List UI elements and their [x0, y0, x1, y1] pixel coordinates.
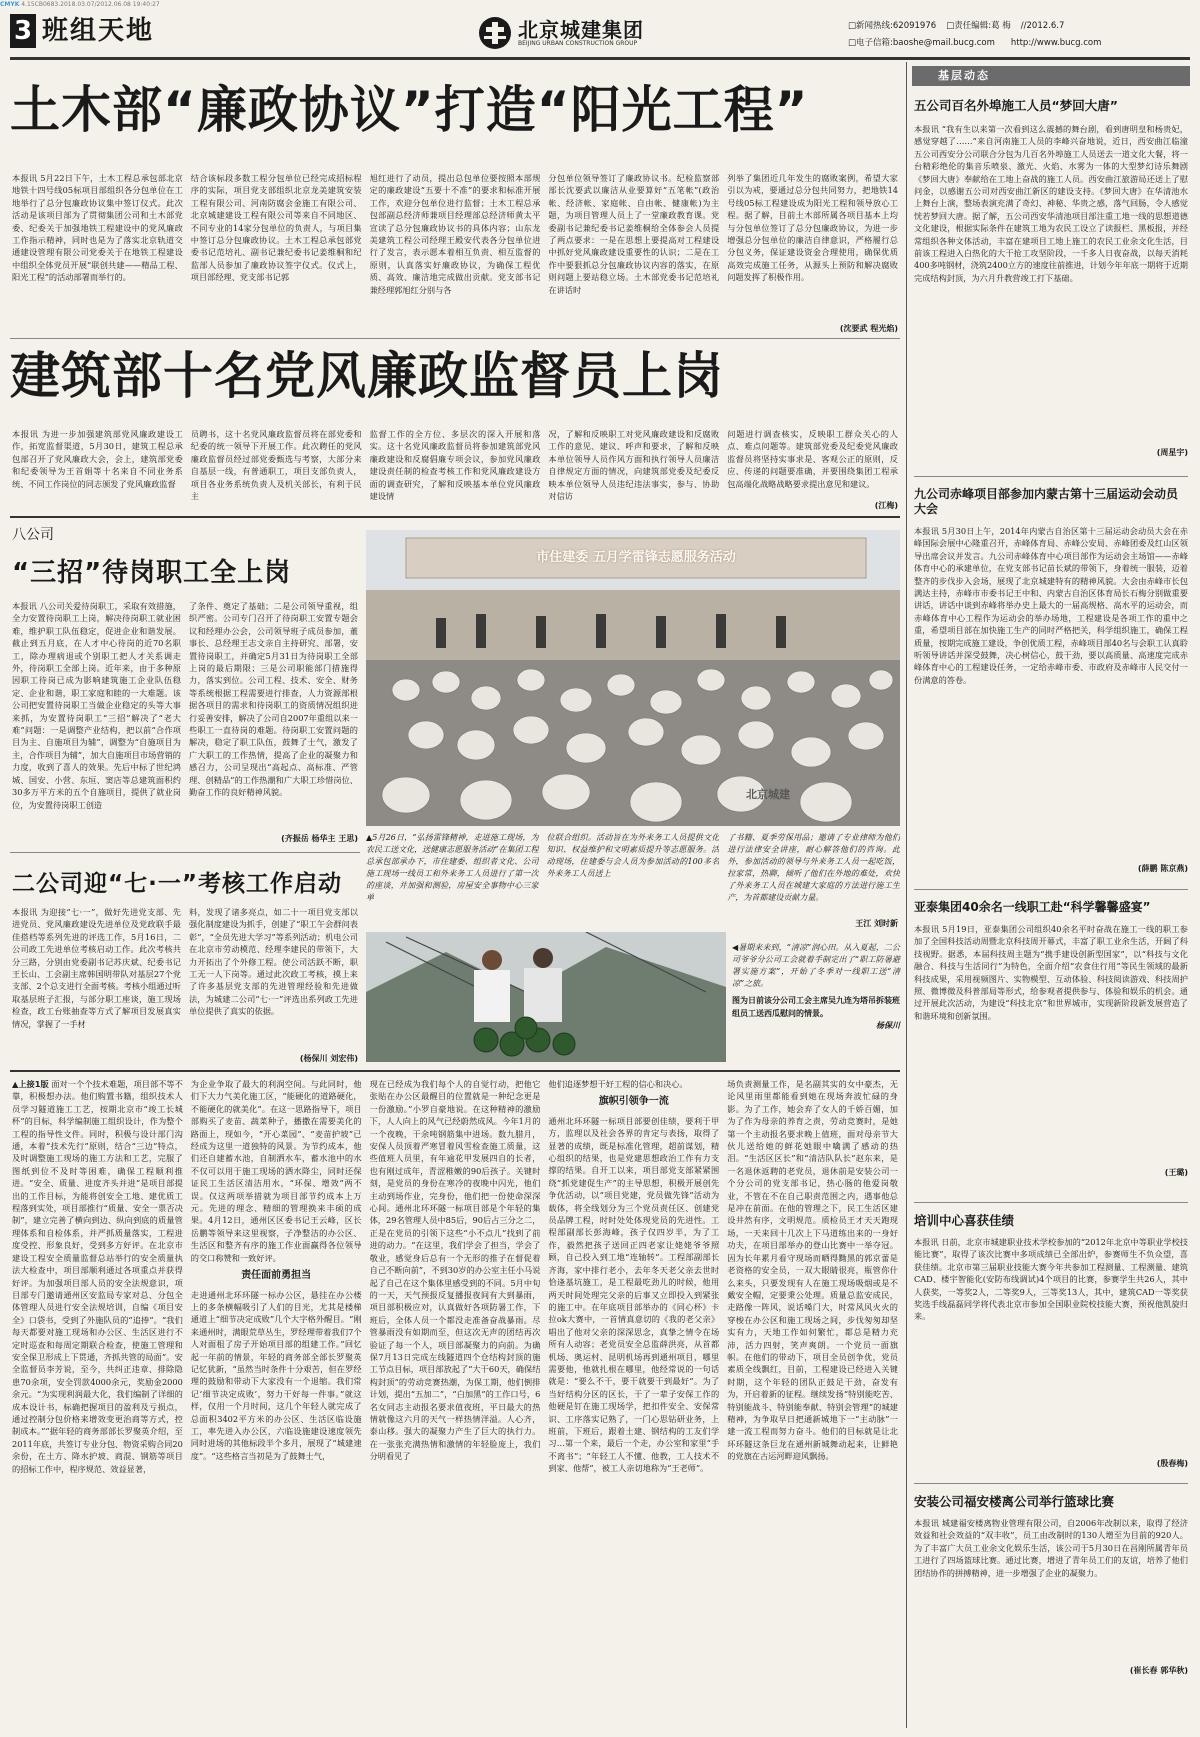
sidebar-item5-byline: (崔长春 郭华秋): [1129, 1666, 1188, 1675]
article2-col4: 况，了解和反映职工对党风廉政建设和反腐败工作的意见、建议、呼声和要求，了解和反映本单位领导人员作风方面和执行领导人员廉洁自律规定方面的情况，向建筑部党委及纪委反映本单位领导人员违纪违法事实，参与、协助对信访: [548, 429, 720, 502]
article1-col3: 旭红进行了动员，提出总包单位要按照本部规定的廉政建设“五要十不准”的要求和标准开展工作，欢迎分包单位进行监督；土木工程总承包部副总经济师兼项目经理部总经济师黄太平宣读了总分包廉政协议书的具体内容；山东龙美建筑工程公司经理王殿安代表各分包单位进行了发言，表示愿本着相互负责、相互监督的原则，认真落实好廉政协议，为确保工程优质、高效、廉洁地完成做出贡献。党支部书记兼经理郭旭红分别与各: [369, 173, 541, 295]
page-number-box: 3: [10, 14, 36, 48]
sidebar-item1-title: 五公司百名外埠施工人员“梦回大唐”: [914, 98, 1118, 113]
email-address[interactable]: □电子信箱:baoshe@mail.bucg.com: [848, 38, 995, 48]
sidebar-item5-title: 安装公司福安楼离公司举行篮球比赛: [914, 1494, 1115, 1509]
article1-col1: 本报讯 5月22日下午，土木工程总承包部北京地铁十四号线05标项目部组织各分包单位在工地举行了总分包廉政协议集中签订仪式。此次活动是该项目部为了贯彻集团公司和土木部党委、纪委关于加强地铁工程建设中的党风廉政工作指示精神，同时也是为了落实北京轨道交通建设管理有限公司党委关于在地铁工程建设中组织全体党员开展“联创共建——精品工程、阳光工程”的活动部署而举行的。: [12, 173, 183, 283]
article4-col1: 本报讯 为迎接“七·一”，做好先进党支部、先进党员、党风廉政建设先进单位及党政联手最佳搭档等系列先进的评选工作，5月16日，二公司政工先进单位考核启动工作。此次考核共分三路，分别由党委副书记苏庆斌、纪委书记王长山、工会副主席韩国明带队对基层27个党支部、2个总支进行全面考核。考核小组通过听取基层班子汇报，与部分职工座谈，施工现场检查，政工台账抽查等方式了解项目发展真实情况，掌握了一手材: [12, 907, 181, 1029]
bucg-logo-icon: [478, 16, 512, 50]
article5-col2-text: 为企业争取了最大的利润空间。与此同时，他们下大力气美化施工区，“能硬化的道路硬化，不能硬化的就美化”。在这一思路指导下，项目部购买了麦苗、蔬菜种子，播撒在需要美化的路面上，现如今，“开心菜园”、“麦苗护坡”已经成为这里一道独特的风景。为节约成本，他们还自建蓄水池，自制洒水车，蓄水池中的水不仅可以用于施工现场的洒水降尘，同时还保证民工生活区清洁用水，“环保、增效”两不误。仅这两项举措就为项目部节约成本上万元。先进的理念、精细的管理换来丰硕的成果。4月12日，通州区区委书记王云峰，区长岳鹏等领导来这里视察，子净整洁的办公区、生活区和整齐有序的施工作业面赢得各位领导的交口称赞和一致好评。: [190, 1079, 362, 1263]
article1-col5: 列举了集团近几年发生的腐败案例，希望大家引以为戒，要通过总分包共同努力，把地铁14号线05标工程建设成为阳光工程和领导放心工程。据了解，目前土木部所属各项目基本上均与分包单位签订了总分包廉政协议，为进一步增强总分包单位的廉洁自律意识，严格履行总分包义务，保证建设资金合理使用，确保优质高效完成施工任务，从源头上预防和解决腐败问题发挥了积极作用。: [727, 173, 898, 283]
print-slug: [0, 0, 560, 10]
article4-col2: 料，发现了诸多亮点，如二十一项目党支部以强化制度建设为抓手，创建了“职工午会群问表彰”，“全员先进大学习”等系列活动；机电公司在北京市劳动模范、经理李建民的带领下，大力开拓出了个外修工程。使公司活跃不断，职工无一人下岗等。通过此次政工考核，摸上来了许多基层党支部的先进管理经验和先进做法，为城建二公司“七·一”评选出系列政工先进单位提供了真实的依据。: [189, 907, 358, 1017]
volunteer-event-photo: [366, 530, 900, 826]
sidebar-item5-text: 本报讯 城建福安楼离物业管理有限公司，自2006年改制以来，取得了经济效益和社会效益的“双丰收”，员工由改制时的130人增至为目前的920人。为了丰富广大员工业余文化娱乐生活，该公司于5月30日在昌刚所属青年员工进行了四场篮球比赛。通过比赛，增进了青年员工们的友谊，培养了他们团结协作的拼搏精神，进一步增强了企业的凝聚力。: [914, 1518, 1188, 1578]
article3-col2: 了条件、奠定了基础；二是公司领导重视，组织严密。公司专门召开了待岗职工安置专题会议和经理办公会，公司领导班子成员参加，董事长、总经理王志文亲自主持研究、部署，安置待岗职工，并确定5月31日为待岗职工全部上岗的最后期限；三是公司职能部门措施得力，落实到位。公司工程、技术、安全、财务等系统根据工程需要进行排查，人力资源部根据各项目的需求和待岗职工的资质情况组织进行妥善安排，解决了公司自2007年重组以来一些职工一直待岗的难题。待岗职工安置问题的解决，稳定了职工队伍，鼓舞了士气，激发了广大职工的工作热情，提高了企业的凝聚力和感召力，公司呈现出“高起点、高标准、严管理、创精品”的工作热潮和广大职工珍惜岗位、勤奋工作的良好精神风貌。: [189, 601, 358, 798]
article1-headline: 土木部“廉政协议”打造“阳光工程”: [10, 81, 809, 139]
article5-col1-text: 面对一个个技术难题，项目部不等不靠，积极想办法。他们购置书籍，组织技术人员学习隧道施工工艺，按期北京市“竣工长城杯”的目标，科学编制施工组织设计，作为整个工程的指导性文件。同时，积极与设计部门沟通，本着“技术先行”原则，结合“三边”特点，及时调整施工现场的施工方法和工艺，完服了图纸到位不及时等困难，确保工程顺利推进。“安全、质量、进度齐头并进”是项目部提出的工作目标，为能将创安全工地、建优质工程落到实处，项目部推行“质量、安全一票否决制”，建立完善了横向到边、纵向到底的质量管理体系和自检体系，并严抓质量落实，工程进度受控、形象良好，受到多方好评。在北京市建设工程安全质量监督总站举行的安全质量执法大检查中，项目部顺利通过各项重点并获得好评。为加强项目部人员的安全法规意识，项目部专门邀请通州区安监局专家对总、分包全体管理人员进行安全法规培训，自编《项目安全》口袋书，受到了外施队员的“追捧”。“我们每天都要对施工现场和办公区、生活区进行不定时巡查和每周定期联合检查，使施工管理和安全保卫形成上下贯通，齐抓共管的局面”。安全监督员李芳说，至今，共纠正违章、排除隐患70余项，安全罚款4000余元，奖励金2000余元。“为实现利润最大化，我们编制了详细的成本设计书，标确把握项目的盈利及亏损点，通过控制分包价格来增效变更治商等方式，控制成本。”“据年轻的商务部部长罗聚英介绍，至2011年底，共签订专业分包、物资采购合同20余份，在土方、降水护坡、商混、钢筋等项目的招标工作中，程序规范、效益显著，: [12, 1079, 183, 1474]
sidebar-item1-byline: (周星宇): [1156, 448, 1188, 457]
sidebar-item3-title: 亚泰集团40余名一线职工赴“科学馨馨盛宴”: [914, 900, 1151, 914]
header-rule: [10, 57, 1190, 60]
photo1-byline: 王江 刘时新: [855, 919, 898, 928]
sidebar-item4-byline: (殷春梅): [1156, 1459, 1188, 1468]
sidebar-item4-title: 培训中心喜获佳绩: [914, 1213, 1015, 1228]
watermelon-delivery-photo: [366, 932, 726, 1062]
article2-col1: 本报讯 为进一步加强建筑部党风廉政建设工作，拓宽监督渠道，5月30日，建筑工程总承包部召开了党风廉政大会，会上，建筑部党委和纪委领导为王首娟等十名来自不同业务系统、不同工作岗位的同志颁发了党风廉政监督: [12, 429, 183, 489]
article5-subhead-responsibility: 责任面前勇担当: [241, 1270, 312, 1282]
helmet-logo-text: 北京城建: [746, 788, 790, 801]
article5-col2: [191, 1078, 362, 1728]
article5-body: [12, 1078, 898, 1728]
article3-headline: “三招”待岗职工全上岗: [12, 558, 292, 588]
watermelon-delivery-illustration: [366, 932, 726, 1062]
sidebar-divider: [906, 62, 907, 1728]
event-banner-text: 市住建委 五月学雷锋志愿服务活动: [536, 550, 736, 565]
sidebar-item: [914, 92, 1188, 470]
continued-from-page1-label: ▲上接1版: [12, 1079, 49, 1089]
sidebar-item3-text: 本报讯 5月19日，亚泰集团公司组织40余名平时奋战在施工一线的职工参加了全国科技活动周暨北京科技周开幕式，丰富了职工业余生活，开阔了科技视野。据悉，本届科技周主题为“携手建设创新型国家”，以“科技与文化融合、科技与生活同行”为特色，全面介绍“农食住行用”等民生领域的最新科技成果，采用视频图片、实物模型、互动体验、科技阅读游戏、科技周护照、微博微及科普部局等形式，给参观者提供参与、体验和娱乐的机会。通过开展此次活动，为建设“科技北京”和世界城市，实现新阶段新发展营造了和谐环境和创新氛围。: [914, 924, 1188, 1021]
photo1-caption: [366, 832, 900, 916]
photo1-caption-col1: ▲5月26日，“弘扬雷锋精神，走进施工现场，为农民工送文化，送健康志愿服务活动”在集团工程总承包部承办下，市住建委、组织者文化、公司施工现场一线员工和外来务工人员进行了第一次的座谈，并加强和测验，房屋安全事物中心三家单: [366, 833, 539, 902]
sidebar-item: [914, 896, 1188, 1196]
photo1-caption-col2: 位联合组织。活动旨在为外来务工人员提供文化知识、权益维护和文明素质提升等志愿服务。活动现场，住建委与会人员为参加活动的100多名外来务工人员送上: [546, 833, 720, 878]
article4-body: [12, 906, 358, 1051]
article1-col4: 分包单位领导签订了廉政协议书。纪检监察部部长沈要武以廉洁从业要算好“五笔帐”(政治帐、经济帐、家庭帐、自由帐、健康帐)为主题，为项目管理人员上了一堂廉政教育课。党委副书记兼纪委书记姜维桐给全体参会人员提了两点要求：一是在思想上要提高对工程建设中抓好党风廉政建设重要性的认识；二是在工作中要狠抓总分包廉政协议内容的落实，在原则问题上要站稳立场。土木部党委书记范培礼在讲话时: [548, 173, 720, 295]
logo-subtitle: BEIJING URBAN CONSTRUCTION GROUP: [518, 40, 638, 47]
sidebar-item: [914, 1490, 1188, 1737]
photo2-caption-lead: ◀暑期来来到，“清凉”润心田。从入夏起，二公司爷爷分公司工会就着手制定出了“职工防暑避署实施方案”，开始了冬季对一线职工送“清凉”之旅。: [732, 943, 900, 988]
print-slug-text: 4.15CB0683.2018.03.07/2012.06.08 19:40:27: [21, 1, 160, 8]
article2-headline: 建筑部十名党风廉政监督员上岗: [10, 347, 724, 405]
photo2-caption-main: 图为日前该分公司工会主席吴九连为塔吊拆装班组员工送西瓜慰问的情景。: [732, 996, 900, 1018]
article5-col3: 现在已经成为我们每个人的自觉行动，把他它张贴在办公区最醒目的位置就是一种纪念更是一份激励。”小罗自豪地说。在这种精神的激励下，人人向上的风气已经蔚然成风。今年1月的一个夜晚，干余吨钢筋集中进场。数九腊月，安保人员顶着严寒冒着风雪检查施工质量，这些值班人员里，有年逾花甲发展四自的长者，也有刚过成年，青涩稚嫩的90后孩子。关键时刻，是党员的身份在寒冷的夜晚中闪光，他们主动到场作业，完身份，他们把一份使命深深心间。通州北环环隧一标项目部是个年轻的集体，29名管理人员中85后，90后占三分之二，正是在党员的引领下这些“小不点儿”找到了前进的动力。“在这里，我们学会了担当，学会了敬业，感觉身后总有一个无形的推子在督促着自己不断向前”，不到30岁的办公室主任小马说起了自己在这个集体里感受到的不同。5月中旬的一天，天气预报反复播报夜间有大到暴雨，项目部积极应对，认真做好各项防暑工作，下班后，全体人员一个都没走准备奋战暴雨。尽管暴雨没有如期而至，但这次无声的团结再次验证了每一个人，项目部凝聚力的向前。为确保7月13日完成左线隧道四个仓结构封顶的施工节点目标，项目部放起了“大干60天，确保结构封顶”的劳动竞赛热潮，为保工期，他们倒排计划，提出“五加二”，“白加黑”的工作口号，6名女同志主动报名要求值夜班，平日最大的热情就像这六月的天气一样热情洋溢。人心齐，泰山移。强大的凝聚力产生了巨大的执行力。在一张张充满热情和激情的年轻脸庞上，我们分明看见了: [369, 1079, 541, 1462]
sidebar-item2-title: 九公司赤峰项目部参加内蒙古第十三届运动会动员大会: [914, 487, 1179, 516]
sidebar-item1-text: 本报讯 “我有生以来第一次看到这么震撼的舞台剧，看到唐明皇和杨贵妃，感觉穿越了……”来自河南施工人员的李峰兴奋地说，近日，西安曲江临潼五公司西安分公司联合分包为几百名外埠施工人员送去一道文化大餐，将一台精彩绝伦的集音乐喷泉、激光、火焰、水雾为一体的大型梦幻诗乐舞剧《梦回大唐》奉献给在工地上奋战的施工人员。西安曲江旅游局还送上了慰问金，以感谢五公司对西安曲江新区的建设支持。《梦回大唐》在华清池水上舞台上演，整场表演充满了奇幻、神秘、华贵之感，落气回肠，令人感觉恍若梦回大唐。据了解，五公司西安华清池项目部注重工地一线的思想道德文化建设，根据实际条件在建筑工地为农民工设立了读报栏、黑板报，并经常组织各种文体活动，丰富在建项目工地上施工的农民工业余文化生活，目前该工程进入白热化的大干抢工攻坚阶段，一千多人日夜奋战，以每天消耗400多吨钢材，浇筑2400立方的速度往前推进，计划今年年底一期将于近期完成结构封顶，为六月升教营竣工打下基础。: [914, 124, 1188, 283]
sidebar-item2-text: 本报讯 5月30日上午，2014年内蒙古自治区第十三届运动会动员大会在赤峰国际会展中心隆重召开，赤峰体育局、赤峰公安局、赤峰团委及红山区领导出席会议并发言。九公司赤峰体育中心项目部作为运动会主场馆——赤峰体育中心的承建单位，在党支部书记苗长斌的带领下，身着统一服装，迈着整齐的步伐步入会场，展现了北京城建特有的精神风貌。大会由赤峰市长包满达主持，赤峰市市委书记王中和、内蒙古自治区体育局长石梅分别做重要讲话，讲话中谈到赤峰将举办史上最大的一届高规格、高水平的运动会，而赤峰体育中心工程作为运动会的举办场地，工程建设是各项工作的重中之重，希望项目部在加快施工生产的同时严格把关，科学组织施工，确保工程质量，按期完成施工建设，争创优质工程，赤峰项目部40名与会职工认真聆听领导讲话并深受鼓舞，决心树信心，鼓干劲，要以高质量、高速度完成赤峰体育中心的工程建设任务，一定给赤峰市委、市政府及赤峰市人民交付一份满意的答卷。: [914, 526, 1188, 685]
article1-col2: 结合该标段多数工程分包单位已经完成招标程序的实际，项目党支部组织北京龙美建筑安装工程有限公司、河南防腐会金施工有限公司、北京城建建设工程有限公司等来自不同地区、不同专业的14家分包单位的负责人，与项目集中签订总分包廉政协议。土木工程总承包部党委书记范培礼、副书记兼纪委书记姜维桐和纪监部人员参加了廉政协议签字仪式。仪式上，项目部经理、党支部书记郭: [190, 173, 362, 283]
cmyk-mark: CMYK: [0, 1, 20, 8]
volunteer-event-illustration: [366, 530, 900, 826]
editor: □责任编辑:葛 梅: [946, 21, 1011, 31]
sidebar-item3-byline: (王璐): [1164, 1168, 1188, 1177]
article2-col3: 监督工作的全方位、多层次的深入开展和落实。这十名党风廉政监督员将参加建筑部党风廉政建设和反腐倡廉专项会议，参加党风廉政建设责任制的检查考核工作和党风廉政建设方面的调查研究，了解和反映基本单位党风廉政建设情: [369, 429, 541, 502]
article5-col5: 场负责测量工作，是名副其实的女中豪杰，无论风里雨里都能看到她在现场奔波忙碌的身影。为了工作，她会弃了女人的千娇百媚，加为了作为母亲的养育之责，劳动竞赛时，是她第一个主动报名要求晚上值班，面对母亲节大伙儿送给她的鲜花她眼中噙满了感动的热泪。“生活区区长”和“清洁队队长”赵东来，是一名退休返聘的老党员，退休前是安装公司一个分公司的党支部书记，热心肠的他爱岗敬业，不管在不在自己职责范围之内，遇事他总是冲在前面。在他的管理之下，民工生活区建设井然有序，文明规范。质检员王才天天跑现场，一天来回十几次上下马道练出来的一身好功夫，在项目部举办的登山比赛中一举夺冠。因为长年累月看守现场而晒得黝黑的郭京蕾是老资格的安全员，一双大眼睛很亮，瓶管你什么来头，只要发现有人在施工现场吸烟或是不戴安全帽，定要秉公处理。质量总监安成民，走路像一阵风，说话嗓门大，时常风风火火的穿梭在办公区和施工现场之间，步伐匆匆却坚实有力，天地工作如何繁忙，都总是精力充沛，活力四射，笑声爽朗。一个党员一面旗帜。在他们的带动下，项目全员创争优，党员素质全线飘红，目前，工程建设已经进入关键时期，这个年轻的团队正鼓足干劲，奋发有为，开启着新的征程。继续发扬“特别能吃苦、特别能战斗、特别能奉献、特别会管理”的城建精神，为争取早日把通新城地下一“主动脉”一建一流工程而努力奋斗。他们的目标就是让北环环隧这条巨龙在通州新城舞动起来，让鲜艳的党旗在古运河畔迎风飘扬。: [727, 1079, 898, 1462]
article5-col4b-text: 通州北环环隧一标项目部要创佳绩，要利于甲方，监理以及社会各界的肯定与表扬，取得了显著的成绩，既是标准化管理，超前谋划，精心组织的结果，也是党建思想政治工作有力支撑的结果。自开工以来，项目部党支部紧紧围绕“抓党建促生产”的主导思想，积极开展创先争优活动，以“项目党建，党员做先锋”活动为载体，将全线划分为三个党员责任区、创建党员品牌工程，时时处处体现党员的先进性。工程部副部长彭海峰，孩子仅四岁半，为了工作，毅然把孩子送回正四老家让姥姥爷爷照顾，自己投入到工地“连轴转”。工程部副部长齐海，家中排行老小，去年冬天老父亲去世时恰逢基坑施工，是工程最吃劲儿的时候，他用两天时间处理完父亲的后事又立即投入到紧张的施工中。在年底项目部举办的《同心杯》卡拉ok大赛中，一首情真意切的《我的老父亲》唱出了他对父亲的深深思念，真挚之情令在场所有人动容；老党员安全总监薛洪亮，从首都机场、奥运村、昆明机场再到通州项目，哪里需要他，他就扎根在哪里，他经常说的一句话就是：“要么不干，要干就要干到最好”。为了当好结构分区的区长，干了一辈子安保工作的他硬是钉在施工现场学，把扣件安全、安保常识、工序落实记熟了，一门心思钻研业务，上班前，下班后，跟着土建、钢结构的工友们学习…第一个来，最后一个走，办公室和家里“手不离书”；“年轻工人不懂、他教，工人技术不到家、他帮”，被工人亲切地称为“王老师”。: [548, 1115, 720, 1474]
article5-col4: [548, 1078, 719, 1728]
article3-divider: [10, 852, 360, 853]
article3-byline: (齐振岳 杨华主 王思): [281, 834, 358, 843]
article5-col4-text: 他们追逐梦想干好工程的信心和决心。: [548, 1079, 688, 1089]
photo2-byline: 杨保川: [876, 1021, 900, 1030]
article3-col1: 本报讯 八公司关爱待岗职工，采取有效措施，全力安置待岗职工上岗，解决待岗职工就业困难，维护职工队伍稳定，促进企业和谐发展。截止到五月底，在人才中心待岗的近70名职工，除办理病退或个别职工把人才关系调走外，待岗职工全部上岗。近年来，由于多种原因职工待岗已成为影响建筑施工企业队伍稳定、企业和谐，职工家庭和睦的一大难题。该公司把安置待岗职工当做企业稳定的头等大事来抓，为安置待岗职工“三招”解决了“老大难”问题：一是调整产业结构，把以前“合作项目为主、自施项目为辅”，调整为“自施项目为主，合作项目为辅”，加大自施项目市场营销的力度，收到了喜人的效果。先后中标了世纪鸿城、国安、小营、东垣、窦店等总建筑面积约30多万平方米的五个自施项目，提供了就业岗位，为安置待岗职工创造: [12, 601, 181, 810]
article3-body: [12, 600, 358, 832]
news-hotline: □新闻热线:62091976: [848, 21, 937, 31]
article1-body: [12, 172, 898, 332]
article3-kicker: 八公司: [12, 527, 54, 543]
photo2-caption: [732, 942, 900, 1032]
section-title: 班组天地: [42, 16, 155, 46]
issue-date: //2012.6.7: [1020, 21, 1065, 31]
header-info: [848, 18, 1188, 52]
article2-body: [12, 428, 898, 510]
article1-divider: [10, 338, 900, 339]
photo1-caption-col3: 了书籍、夏季劳保用品；邀请了专业律师为他们进行法律安全讲座，耐心解答他们的咨询。此外，参加活动的领导与外来务工人员一起吃饭，拉家常，热聊，倾听了他们在外地的难处，欢快了外来务工人员在城建大家庭的方法进行施工生产，为首都建设贡献力量。: [727, 833, 900, 902]
sidebar-item: [914, 483, 1188, 883]
article5-col1: [12, 1078, 183, 1728]
article2-byline: (江梅): [874, 501, 898, 510]
sidebar-news-list: [914, 92, 1188, 1732]
article2-divider: [10, 516, 900, 518]
sidebar-item4-text: 本报讯 日前，北京市城建职业技术学校参加的“2012年北京中等职业学校技能比赛”，取得了该次比赛中多项成绩已全部出炉，参赛师生不负众望，喜获佳绩。北京市第三届职业技能大赛今年共参加工程测量、工程测量、建筑CAD、楼宇智能化(安防布线调试)4个项目的比赛，参赛学生共26人，其中人获奖，一等奖2人，二等奖9人，三等奖13人，其中，建筑CAD一等奖获奖选手线磊磊同学将代表北京市参加全国职业院校技能大赛，预祝他凯旋归来。: [914, 1237, 1188, 1322]
logo: [478, 14, 678, 54]
website-url[interactable]: http://www.bucg.com: [1010, 38, 1102, 48]
article5-col2b-text: 走进通州北环环隧一标办公区，悬挂在办公楼上的多条横幅吸引了人们的目光，尤其是楼梯通道上“细节决定成败”几个大字格外醒目。“刚来通州时，满眼荒草丛生，罗经理带着我们7个人对面租了房子开始项目部的组建工作。”回忆起一年前的情景，年轻的商务部全部长罗聚英记忆犹新，“虽然当时条件十分艰苦，但在罗经理的鼓励和带动下大家没有一个退缩。我们常记‘细节决定成败’，努力干好每一件事。”就这样，仅用一个月时间，这几个年轻人就完成了总面积3402平方米的办公区、生活区临设施工，率先进入办公区，六临设施建设速度领先同时进场的其他标段半个多月，展现了“城建速度”。“这些格言当初是为了鼓舞士气，: [190, 1289, 362, 1461]
article5-top-rule: [10, 1070, 900, 1072]
logo-name: 北京城建集团: [518, 18, 644, 42]
sidebar-item: [914, 1209, 1188, 1477]
sidebar-item2-byline: (薛鹏 陈京燕): [1137, 864, 1188, 873]
article5-subhead-flag: 旗帜引领争一流: [598, 1096, 669, 1108]
article2-col5: 问题进行调查核实，反映职工群众关心的人点、难点问题等。建筑部党委及纪委党风廉政监督员将坚持实事求是、客观公正的原则，反应、传递的问题要准确，并要围绕集团工程承包高端化战略战略要求提出意见和建议。: [727, 429, 898, 489]
article2-col2: 员聘书，这十名党风廉政监督员将在部党委和纪委的统一领导下开展工作。此次聘任的党风廉政监督员经过部党委甄选与考察，大部分来自基层一线，有普通职工，项目支部负责人，项目各业务系统负责人及机关部长，有利于民主: [190, 429, 362, 502]
article4-headline: 二公司迎“七·一”考核工作启动: [12, 871, 342, 897]
sidebar-section-tab: 基层动态: [912, 66, 1190, 86]
article4-byline: (杨保川 刘宏伟): [299, 1054, 358, 1063]
article1-byline: (沈要武 程光焰): [839, 324, 898, 333]
